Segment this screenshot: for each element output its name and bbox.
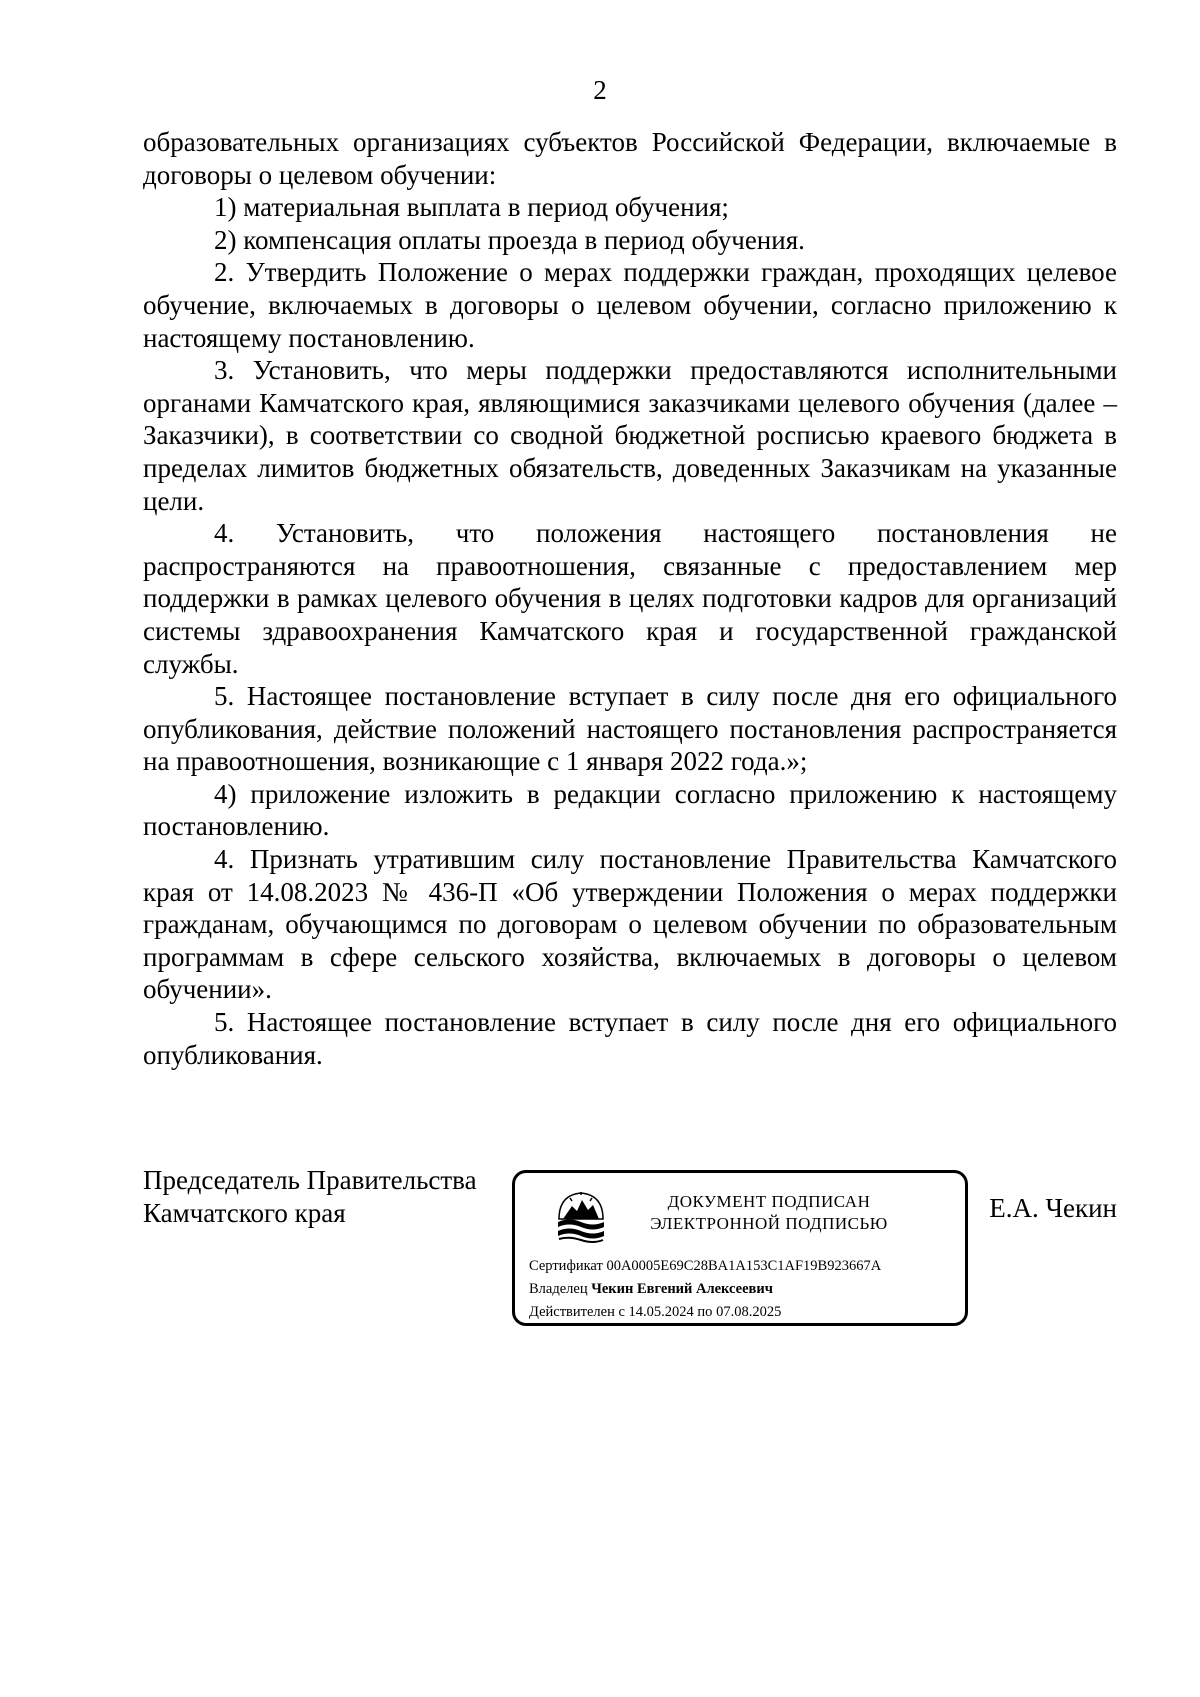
signatory-name: Е.А. Чекин	[989, 1193, 1117, 1223]
kamchatka-emblem-icon	[555, 1189, 607, 1247]
stamp-title-line: ДОКУМЕНТ ПОДПИСАН	[667, 1192, 871, 1211]
certificate-label: Сертификат	[529, 1258, 603, 1274]
owner-line	[529, 1280, 773, 1298]
signatory-position-line: Председатель Правительства	[143, 1165, 477, 1195]
signatory-position	[143, 1164, 477, 1229]
page-number: 2	[593, 75, 607, 105]
paragraph: 3. Установить, что меры поддержки предоставляются исполнительными органами Камчатского края, являющимися заказчиками целевого обучения (далее – Заказчики), в соответствии со сводной бюджетной росписью краевого бюджета в пределах лимитов бюджетных обязательств, доведенных Заказчикам на указанные цели.	[143, 355, 1117, 516]
paragraph: 2) компенсация оплаты проезда в период обучения.	[214, 224, 805, 255]
paragraph: 5. Настоящее постановление вступает в силу после дня его официального опубликования.	[143, 1007, 1117, 1070]
validity-from-date: 14.05.2024	[628, 1304, 694, 1320]
validity-to-label: по	[697, 1304, 713, 1320]
paragraph: 1) материальная выплата в период обучения;	[214, 192, 729, 223]
paragraph: 2. Утвердить Положение о мерах поддержки граждан, проходящих целевое обучение, включаемых в договоры о целевом обучении, согласно приложению к настоящему постановлению.	[143, 257, 1117, 353]
document-body	[143, 126, 1117, 1071]
paragraph: 4) приложение изложить в редакции согласно приложению к настоящему постановлению.	[143, 778, 1117, 842]
owner-label: Владелец	[529, 1281, 588, 1297]
paragraph: 4. Установить, что положения настоящего постановления не распространяются на правоотношения, связанные с предоставлением мер поддержки в рамках целевого обучения в целях подготовки кадров для организаций системы здравоохранения Камчатского края и государственной гражданской службы.	[143, 518, 1117, 679]
signatory-position-line: Камчатского края	[143, 1197, 346, 1228]
certificate-line	[529, 1257, 881, 1275]
owner-name: Чекин Евгений Алексеевич	[591, 1281, 773, 1297]
paragraph: 4. Признать утратившим силу постановление Правительства Камчатского края от 14.08.2023 № 436-П «Об утверждении Положения о мерах поддержки гражданам, обучающимся по договорам о целевом обучении по образовательным программам в сфере сельского хозяйства, включаемых в договоры о целевом обучении».	[143, 844, 1117, 1005]
validity-line	[529, 1303, 781, 1321]
validity-to-date: 07.08.2025	[716, 1304, 782, 1320]
certificate-number: 00A0005E69C28BA1A153C1AF19B923667A	[606, 1258, 882, 1274]
validity-label: Действителен	[529, 1304, 615, 1320]
stamp-title-line: ЭЛЕКТРОННОЙ ПОДПИСЬЮ	[650, 1214, 888, 1233]
validity-from-label: с	[618, 1304, 625, 1320]
paragraph: образовательных организациях субъектов Российской Федерации, включаемые в договоры о целевом обучении:	[143, 127, 1117, 190]
stamp-title	[619, 1191, 919, 1235]
electronic-signature-stamp	[512, 1170, 968, 1326]
paragraph: 5. Настоящее постановление вступает в силу после дня его официального опубликования, действие положений настоящего постановления распространяется на правоотношения, возникающие с 1 января 2022 года.»;	[143, 681, 1117, 777]
